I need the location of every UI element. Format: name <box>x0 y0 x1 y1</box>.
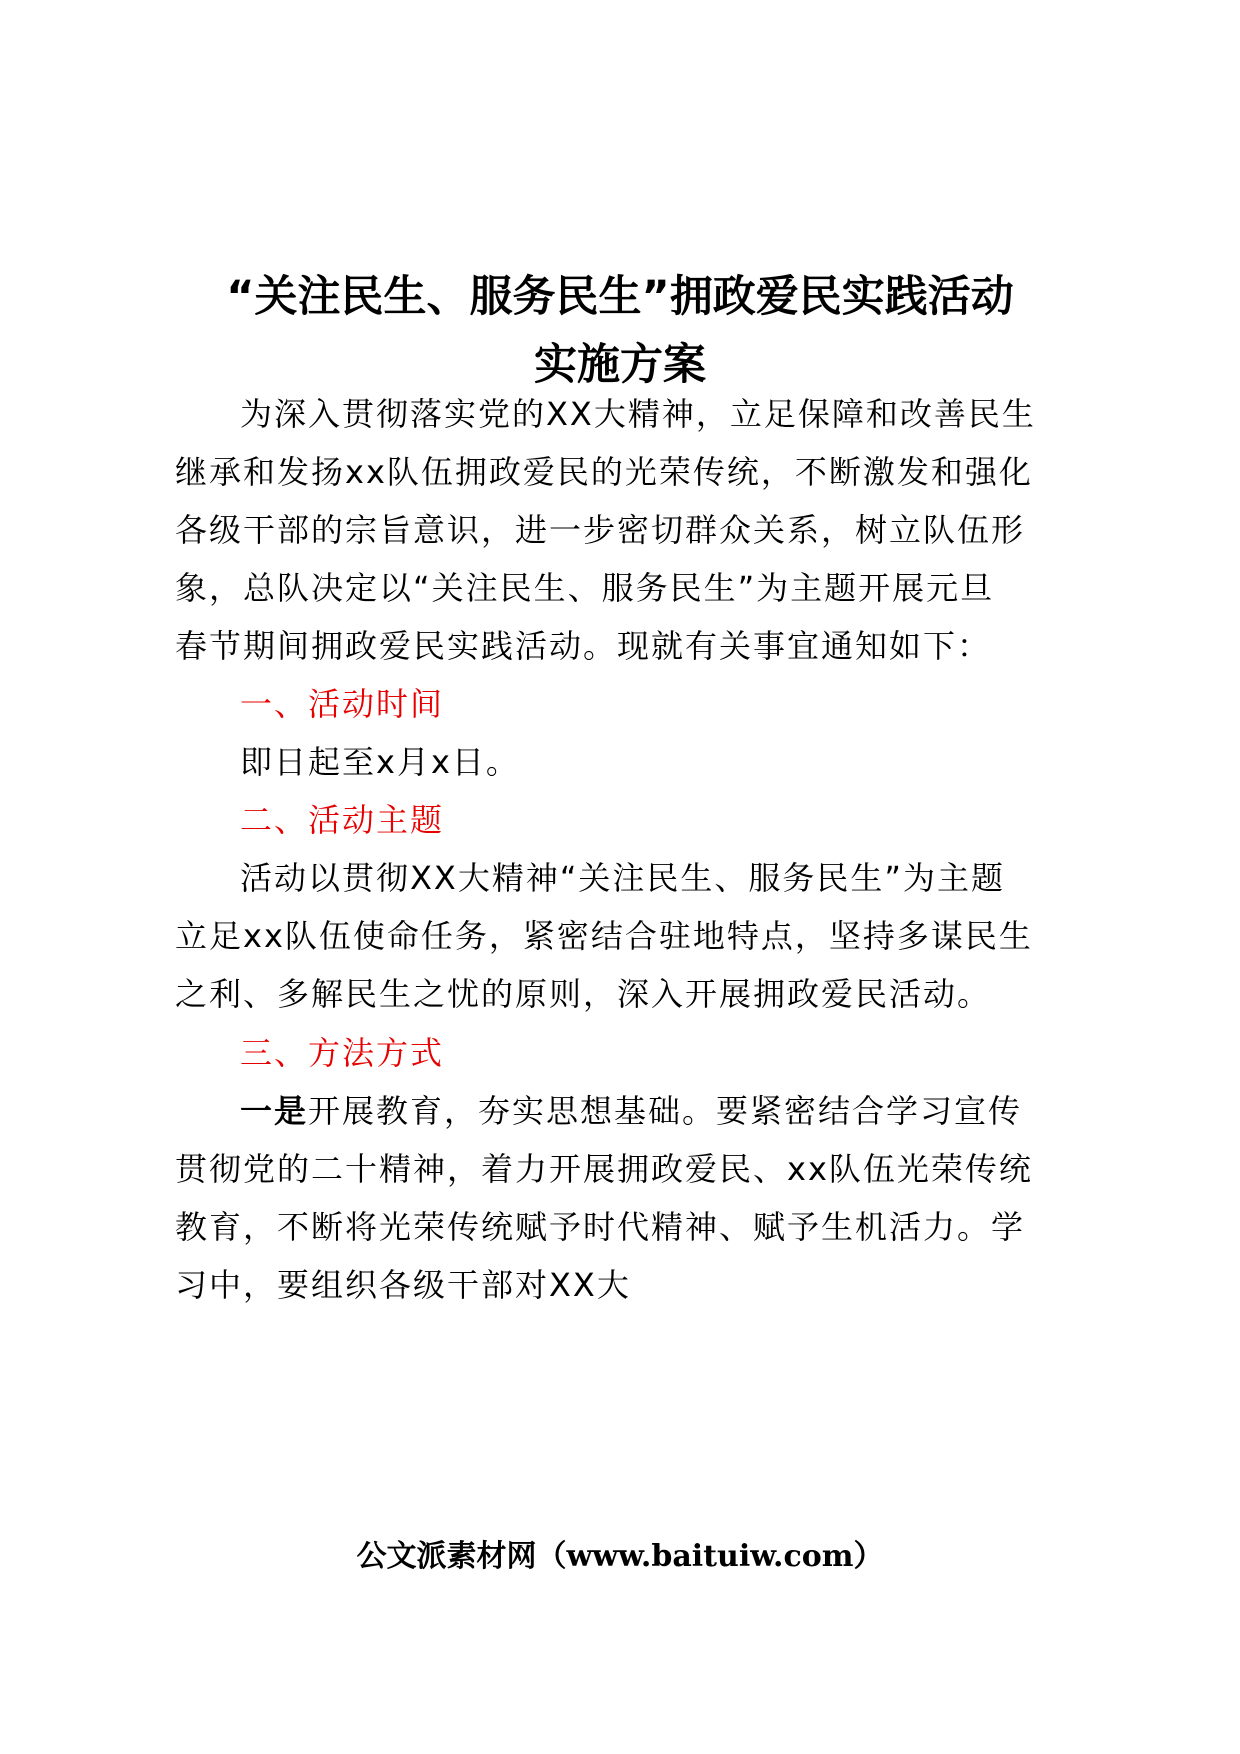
section-body-line: 之利、多解民生之忧的原则，深入开展拥政爱民活动。 <box>175 975 992 1013</box>
section-heading-activity-theme: 二、活动主题 <box>240 801 445 839</box>
lead-text: 开展教育，夯实思想基础。要紧密结合学习宣传 <box>308 1092 1023 1130</box>
section-body-line: 习中，要组织各级干部对XX大 <box>175 1266 631 1304</box>
footer-source-watermark: 公文派素材网（www.baituiw.com） <box>356 1539 884 1574</box>
intro-paragraph-line: 为深入贯彻落实党的XX大精神，立足保障和改善民生 <box>240 395 1036 433</box>
section-body-line: 活动以贯彻XX大精神“关注民生、服务民生”为主题 <box>240 859 1006 897</box>
section-body-line: 教育，不断将光荣传统赋予时代精神、赋予生机活力。学 <box>175 1208 1026 1246</box>
document-title-line-2: 实施方案 <box>534 340 706 390</box>
lead-label-bold: 一是 <box>240 1092 309 1130</box>
section-heading-methods: 三、方法方式 <box>240 1034 445 1072</box>
section-body-line: 贯彻党的二十精神，着力开展拥政爱民、xx队伍光荣传统 <box>175 1150 1033 1188</box>
section-body-line: 立足xx队伍使命任务，紧密结合驻地特点，坚持多谋民生 <box>175 917 1033 955</box>
section-heading-activity-time: 一、活动时间 <box>240 685 445 723</box>
intro-paragraph-line: 象，总队决定以“关注民生、服务民生”为主题开展元旦 <box>175 569 995 607</box>
intro-paragraph-line: 各级干部的宗旨意识，进一步密切群众关系，树立队伍形 <box>175 511 1026 549</box>
document-title-line-1: “关注民生、服务民生”拥政爱民实践活动 <box>226 272 1014 322</box>
section-body-lead-line <box>240 1089 1090 1133</box>
intro-paragraph-line: 春节期间拥政爱民实践活动。现就有关事宜通知如下： <box>175 627 992 665</box>
section-body-activity-time: 即日起至x月x日。 <box>240 743 520 781</box>
intro-paragraph-line: 继承和发扬xx队伍拥政爱民的光荣传统，不断激发和强化 <box>175 453 1033 491</box>
